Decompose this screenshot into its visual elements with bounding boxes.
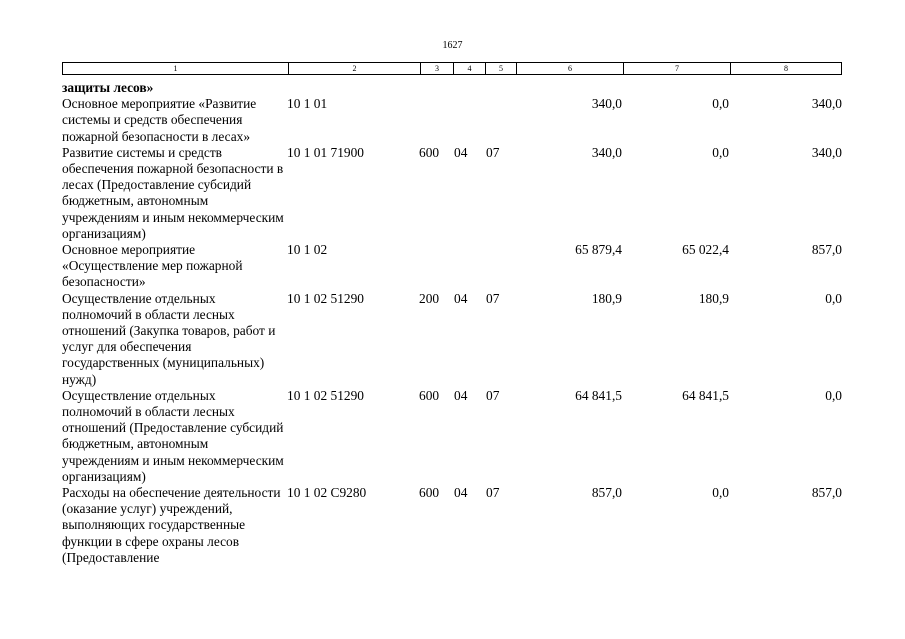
- row-name: Основное мероприятие «Развитие системы и средств обеспечения пожарной безопасности в лесах»: [62, 96, 257, 144]
- header-col-1: 1: [63, 63, 289, 74]
- table-body: [62, 80, 842, 566]
- row-col3: 600: [419, 387, 440, 403]
- row-col4: 04: [454, 387, 468, 403]
- row-col3: 600: [419, 144, 440, 160]
- row-col4: 04: [454, 485, 468, 501]
- row-value-8: 857,0: [811, 242, 842, 258]
- row-name: Расходы на обеспечение деятельности (оказание услуг) учреждений, выполняющих государственные функции в сфере охраны лесов (Предоставление: [62, 485, 281, 565]
- row-code: 10 1 02 51290: [287, 387, 364, 403]
- row-value-7: 64 841,5: [682, 387, 729, 403]
- row-name: Основное мероприятие «Осуществление мер пожарной безопасности»: [62, 242, 243, 290]
- row-col3: 200: [419, 290, 440, 306]
- page-number: 1627: [442, 40, 463, 51]
- header-col-7: 7: [624, 63, 731, 74]
- row-value-7: 65 022,4: [682, 242, 729, 258]
- row-value-8: 0,0: [825, 387, 842, 403]
- row-name: Развитие системы и средств обеспечения пожарной безопасности в лесах (Предоставление субсидий бюджетным, автономным учреждениям и иным некоммерческим организациям): [62, 144, 284, 241]
- row-name: Осуществление отдельных полномочий в области лесных отношений (Предоставление субсидий бюджетным, автономным учреждениям и иным некоммерческим организациям): [62, 387, 284, 484]
- table-header: [62, 62, 842, 75]
- row-value-6: 857,0: [591, 485, 622, 501]
- row-col3: 600: [419, 485, 440, 501]
- header-col-5: 5: [486, 63, 517, 74]
- row-col5: 07: [486, 144, 500, 160]
- table-row: [62, 291, 842, 388]
- row-code: 10 1 01 71900: [287, 144, 364, 160]
- row-code: 10 1 02 С9280: [287, 485, 367, 501]
- row-code: 10 1 02 51290: [287, 290, 364, 306]
- table-row: [62, 96, 842, 145]
- header-col-6: 6: [517, 63, 624, 74]
- table-row: [62, 388, 842, 485]
- row-code: 10 1 01: [287, 96, 328, 112]
- row-value-7: 180,9: [698, 290, 729, 306]
- row-col4: 04: [454, 290, 468, 306]
- header-col-3: 3: [421, 63, 454, 74]
- table-row: [62, 145, 842, 242]
- row-value-6: 65 879,4: [575, 242, 622, 258]
- header-col-2: 2: [289, 63, 421, 74]
- row-value-8: 857,0: [811, 485, 842, 501]
- table-row: [62, 242, 842, 291]
- row-value-6: 180,9: [591, 290, 622, 306]
- row-name: Осуществление отдельных полномочий в области лесных отношений (Закупка товаров, работ и услуг для обеспечения государственных (муниципальных) нужд): [62, 290, 276, 387]
- row-value-8: 340,0: [811, 96, 842, 112]
- row-value-6: 340,0: [591, 144, 622, 160]
- table-row: [62, 485, 842, 566]
- section-title: защиты лесов»: [62, 80, 154, 95]
- row-value-7: 0,0: [712, 96, 729, 112]
- header-col-8: 8: [784, 64, 788, 73]
- row-col5: 07: [486, 290, 500, 306]
- row-value-6: 340,0: [591, 96, 622, 112]
- row-value-6: 64 841,5: [575, 387, 622, 403]
- row-code: 10 1 02: [287, 242, 328, 258]
- row-col4: 04: [454, 144, 468, 160]
- row-value-7: 0,0: [712, 485, 729, 501]
- row-col5: 07: [486, 387, 500, 403]
- row-value-8: 340,0: [811, 144, 842, 160]
- row-value-8: 0,0: [825, 290, 842, 306]
- row-col5: 07: [486, 485, 500, 501]
- header-col-4: 4: [454, 63, 486, 74]
- row-value-7: 0,0: [712, 144, 729, 160]
